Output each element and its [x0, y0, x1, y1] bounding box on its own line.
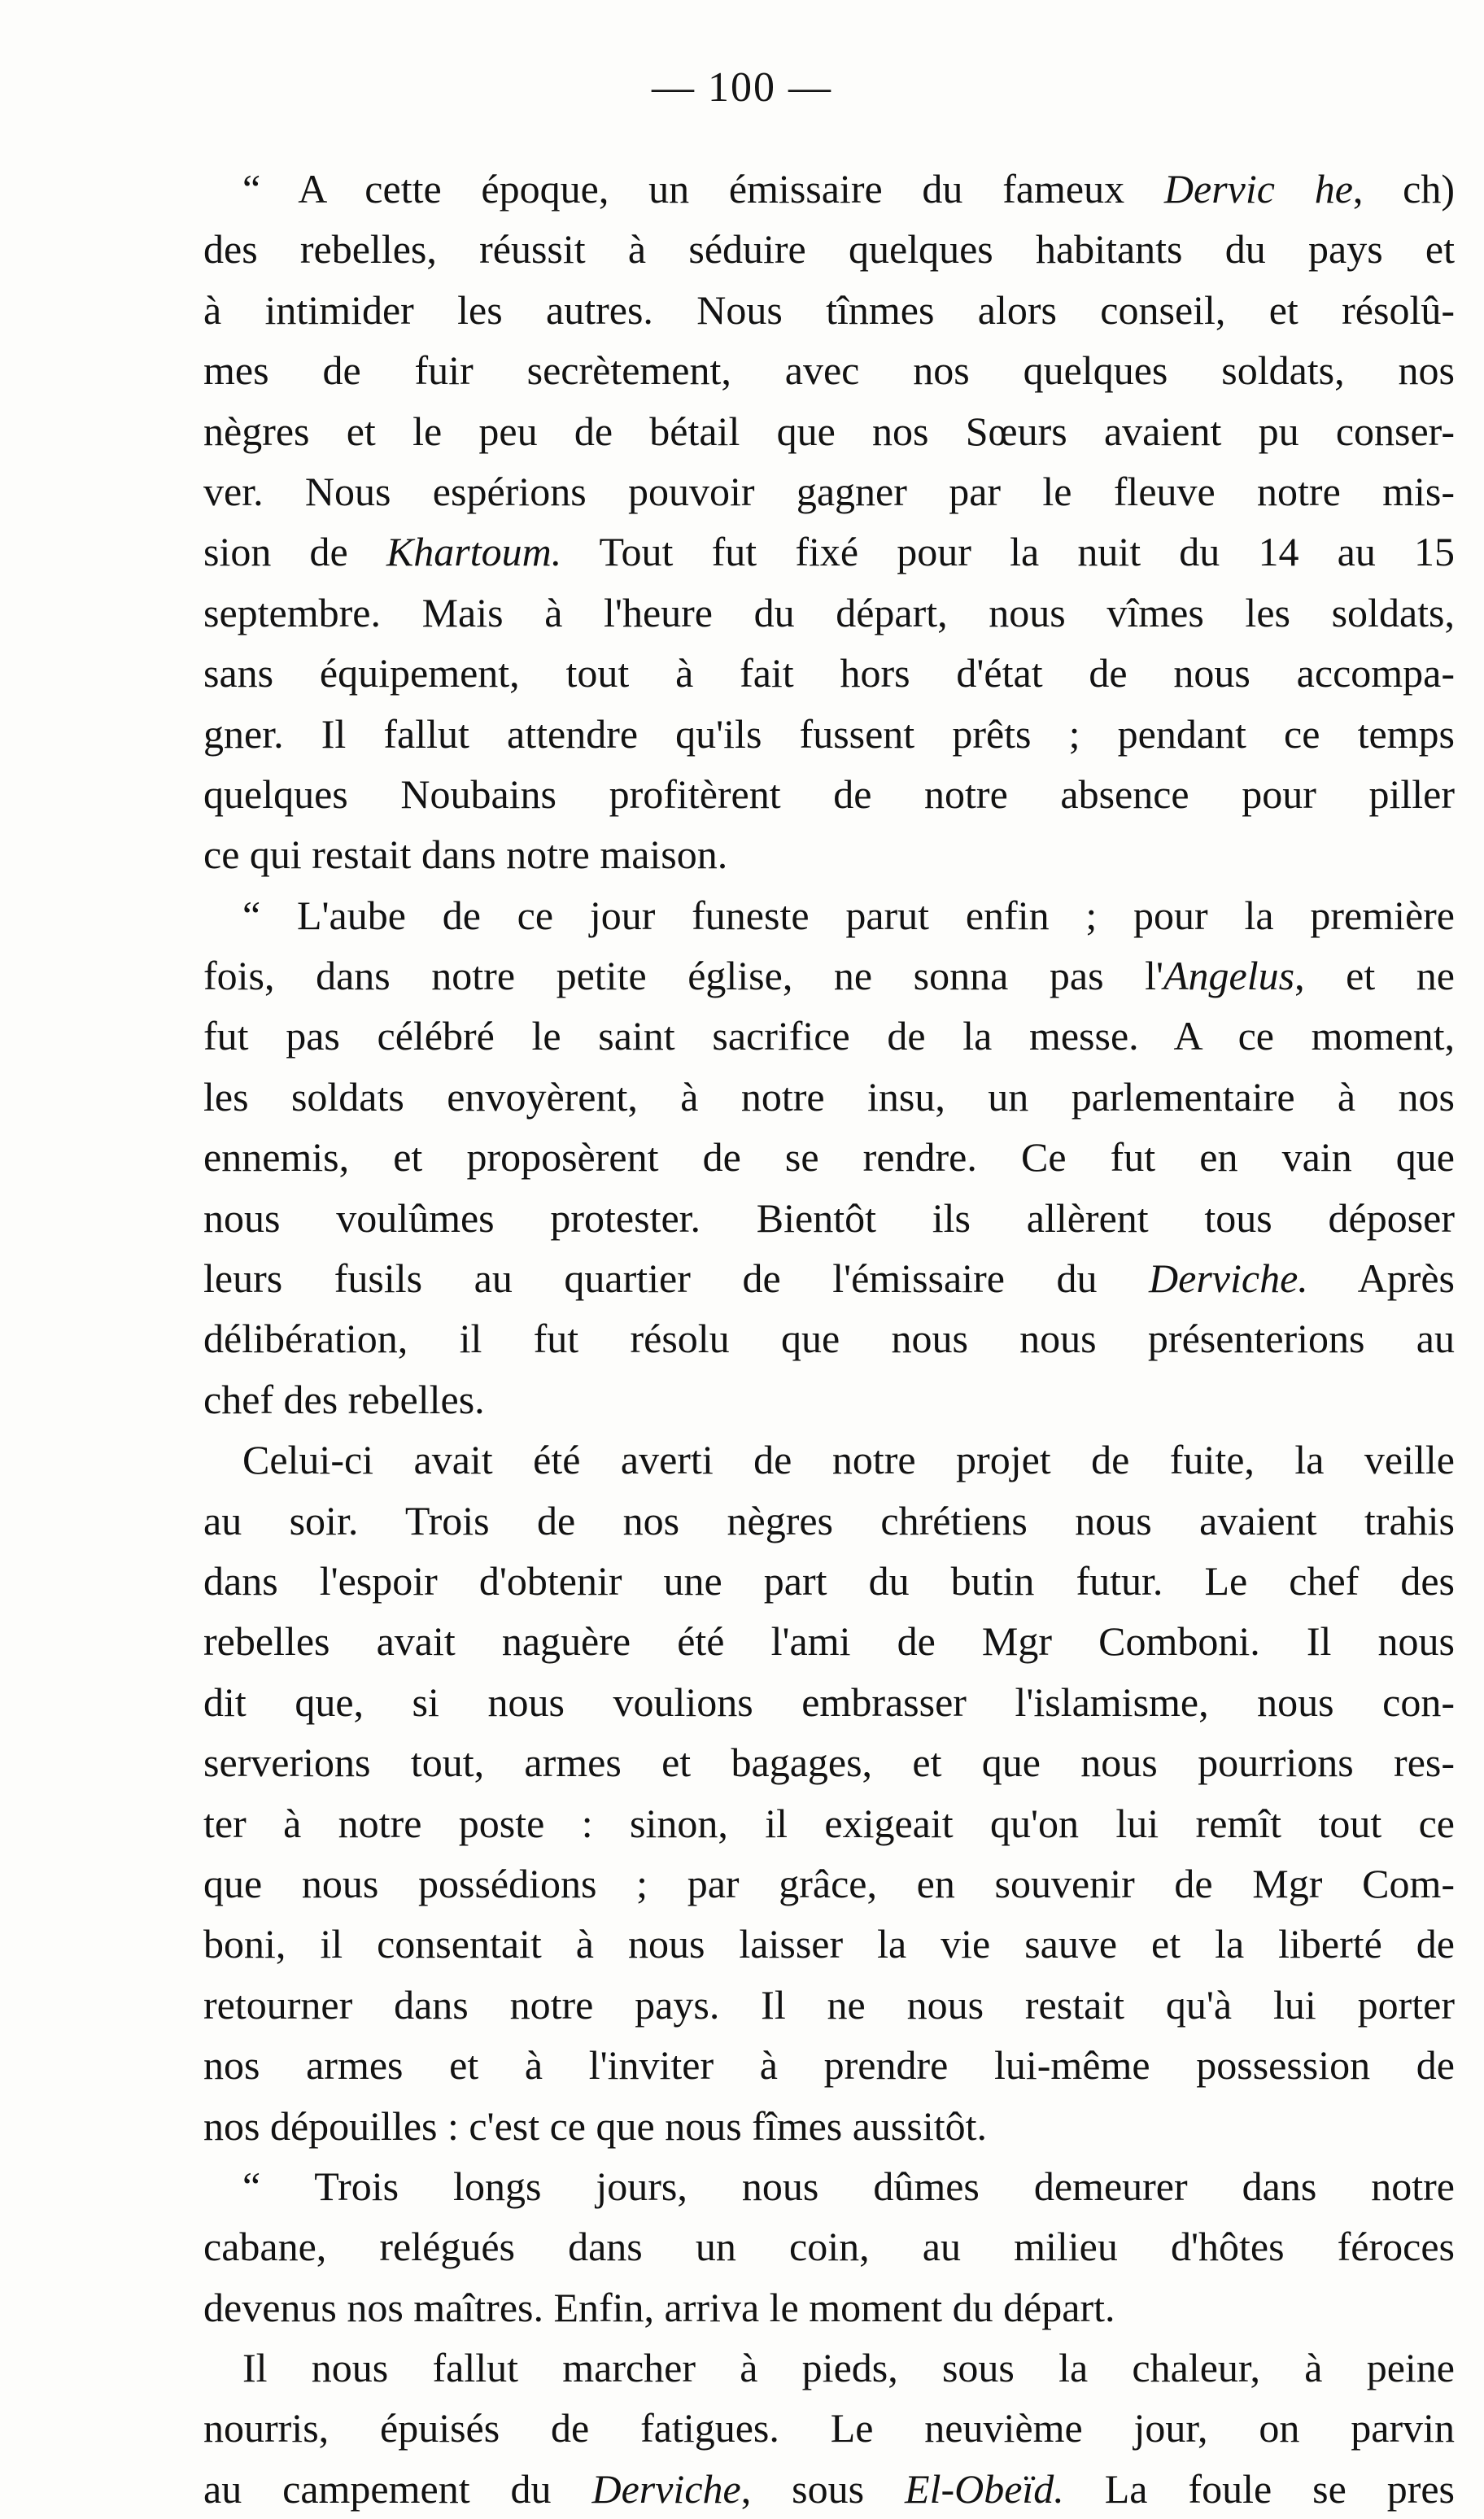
paragraph — [203, 2338, 1455, 2519]
text-run: devenus nos maîtres. Enfin, arriva le moment du départ. — [203, 2284, 1115, 2330]
text-run: nous voulûmes protester. Bientôt ils allèrent tous déposer — [203, 1194, 1455, 1241]
text-run: ter à notre poste : sinon, il exigeait qu'on lui remît tout ce — [203, 1800, 1455, 1846]
text-line — [203, 1491, 1455, 1551]
text-line — [203, 2459, 1455, 2519]
text-run: “ A cette époque, un émissaire du fameux — [242, 166, 1164, 212]
text-run: quelques Noubains profitèrent de notre absence pour piller — [203, 771, 1455, 817]
text-run: retourner dans notre pays. Il ne nous restait qu'à lui porter — [203, 1981, 1455, 2028]
paragraph — [203, 159, 1455, 885]
text-run: , sous — [740, 2465, 906, 2512]
text-line — [203, 280, 1455, 340]
text-run: serverions tout, armes et bagages, et que nous pourrions res- — [203, 1740, 1455, 1786]
text-run: au campement du — [203, 2465, 592, 2512]
text-run: sans équipement, tout à fait hors d'état de nous accompa- — [203, 650, 1455, 696]
text-line — [203, 1127, 1455, 1187]
text-line — [203, 1914, 1455, 1974]
text-run: , ch) — [1352, 166, 1455, 212]
text-run: mes de fuir secrètement, avec nos quelques soldats, nos — [203, 347, 1455, 394]
italic-text: Dervic he — [1163, 166, 1353, 212]
text-run: “ Trois longs jours, nous dûmes demeurer dans notre — [242, 2163, 1455, 2209]
text-line — [203, 461, 1455, 522]
italic-text: Derviche — [591, 2465, 741, 2512]
body-text — [203, 159, 1455, 2519]
italic-text: Angelus — [1163, 953, 1295, 999]
text-line — [203, 1430, 1455, 1490]
text-line — [203, 1248, 1455, 1308]
text-line — [203, 643, 1455, 703]
text-line — [203, 2277, 1455, 2338]
text-line — [203, 219, 1455, 279]
text-run: les soldats envoyèrent, à notre insu, un parlementaire à nos — [203, 1073, 1455, 1120]
italic-text: El-Obeïd. — [905, 2465, 1064, 2512]
text-run: rebelles avait naguère été l'ami de Mgr Comboni. Il nous — [203, 1618, 1455, 1665]
text-line — [203, 2156, 1455, 2216]
text-line — [203, 401, 1455, 461]
text-line — [203, 583, 1455, 643]
text-run: boni, il consentait à nous laisser la vie sauve et la liberté de — [203, 1921, 1455, 1967]
text-run: que nous possédions ; par grâce, en souvenir de Mgr Com- — [203, 1860, 1455, 1906]
text-run: , et ne — [1294, 953, 1456, 999]
text-line — [203, 1006, 1455, 1066]
text-run: Celui-ci avait été averti de notre projet de fuite, la veille — [242, 1437, 1455, 1483]
text-line — [203, 945, 1455, 1006]
text-line — [203, 1611, 1455, 1671]
text-run: nos armes et à l'inviter à prendre lui-même possession de — [203, 2042, 1455, 2089]
text-run: nègres et le peu de bétail que nos Sœurs avaient pu conser- — [203, 408, 1455, 454]
text-run: fut pas célébré le saint sacrifice de la messe. A ce moment, — [203, 1013, 1455, 1059]
text-line — [203, 1369, 1455, 1430]
text-line — [203, 522, 1455, 582]
text-run: Après — [1307, 1255, 1455, 1302]
text-run: “ L'aube de ce jour funeste parut enfin ; pour la première — [242, 892, 1455, 938]
text-line — [203, 1732, 1455, 1792]
text-run: Tout fut fixé pour la nuit du 14 au 15 — [561, 529, 1456, 575]
text-line — [203, 2398, 1455, 2458]
text-line — [203, 2216, 1455, 2277]
paragraph — [203, 885, 1455, 1430]
text-line — [203, 1975, 1455, 2035]
page-number: — 100 — — [652, 64, 832, 111]
text-line — [203, 1551, 1455, 1611]
text-line — [203, 885, 1455, 945]
text-line — [203, 2035, 1455, 2095]
text-line — [203, 2338, 1455, 2398]
text-line — [203, 764, 1455, 824]
paragraph — [203, 1430, 1455, 2156]
text-run: ennemis, et proposèrent de se rendre. Ce fut en vain que — [203, 1134, 1455, 1181]
text-run: nourris, épuisés de fatigues. Le neuvième jour, on parvin — [203, 2405, 1455, 2451]
italic-text: Khartoum. — [386, 529, 562, 575]
paragraph — [203, 2156, 1455, 2338]
text-run: gner. Il fallut attendre qu'ils fussent prêts ; pendant ce temps — [203, 710, 1455, 757]
text-line — [203, 1853, 1455, 1914]
text-line — [203, 824, 1455, 884]
text-run: délibération, il fut résolu que nous nous présenterions au — [203, 1316, 1455, 1362]
text-run: leurs fusils au quartier de l'émissaire du — [203, 1255, 1150, 1302]
text-line — [203, 1672, 1455, 1732]
text-run: La foule se pres — [1063, 2465, 1456, 2512]
text-run: nos dépouilles : c'est ce que nous fîmes aussitôt. — [203, 2102, 988, 2149]
text-run: septembre. Mais à l'heure du départ, nous vîmes les soldats, — [203, 589, 1455, 635]
text-line — [203, 1308, 1455, 1369]
text-run: chef des rebelles. — [203, 1376, 485, 1422]
text-line — [203, 1793, 1455, 1853]
text-line — [203, 704, 1455, 764]
text-run: des rebelles, réussit à séduire quelques habitants du pays et — [203, 226, 1455, 273]
text-run: ce qui restait dans notre maison. — [203, 832, 728, 878]
text-run: ver. Nous espérions pouvoir gagner par le fleuve notre mis- — [203, 468, 1455, 514]
text-line — [203, 1067, 1455, 1127]
text-run: fois, dans notre petite église, ne sonna pas l' — [203, 953, 1163, 999]
text-line — [203, 1188, 1455, 1248]
text-line — [203, 159, 1455, 219]
text-line — [203, 2096, 1455, 2156]
text-run: Il nous fallut marcher à pieds, sous la chaleur, à peine — [242, 2345, 1455, 2391]
italic-text: Derviche. — [1149, 1255, 1308, 1302]
text-run: dit que, si nous voulions embrasser l'islamisme, nous con- — [203, 1679, 1455, 1725]
text-run: cabane, relégués dans un coin, au milieu d'hôtes féroces — [203, 2224, 1455, 2270]
text-line — [203, 340, 1455, 400]
text-run: dans l'espoir d'obtenir une part du butin futur. Le chef des — [203, 1557, 1455, 1604]
text-run: au soir. Trois de nos nègres chrétiens nous avaient trahis — [203, 1497, 1455, 1543]
text-run: à intimider les autres. Nous tînmes alors conseil, et résolû- — [203, 286, 1455, 333]
text-run: sion de — [203, 529, 386, 575]
